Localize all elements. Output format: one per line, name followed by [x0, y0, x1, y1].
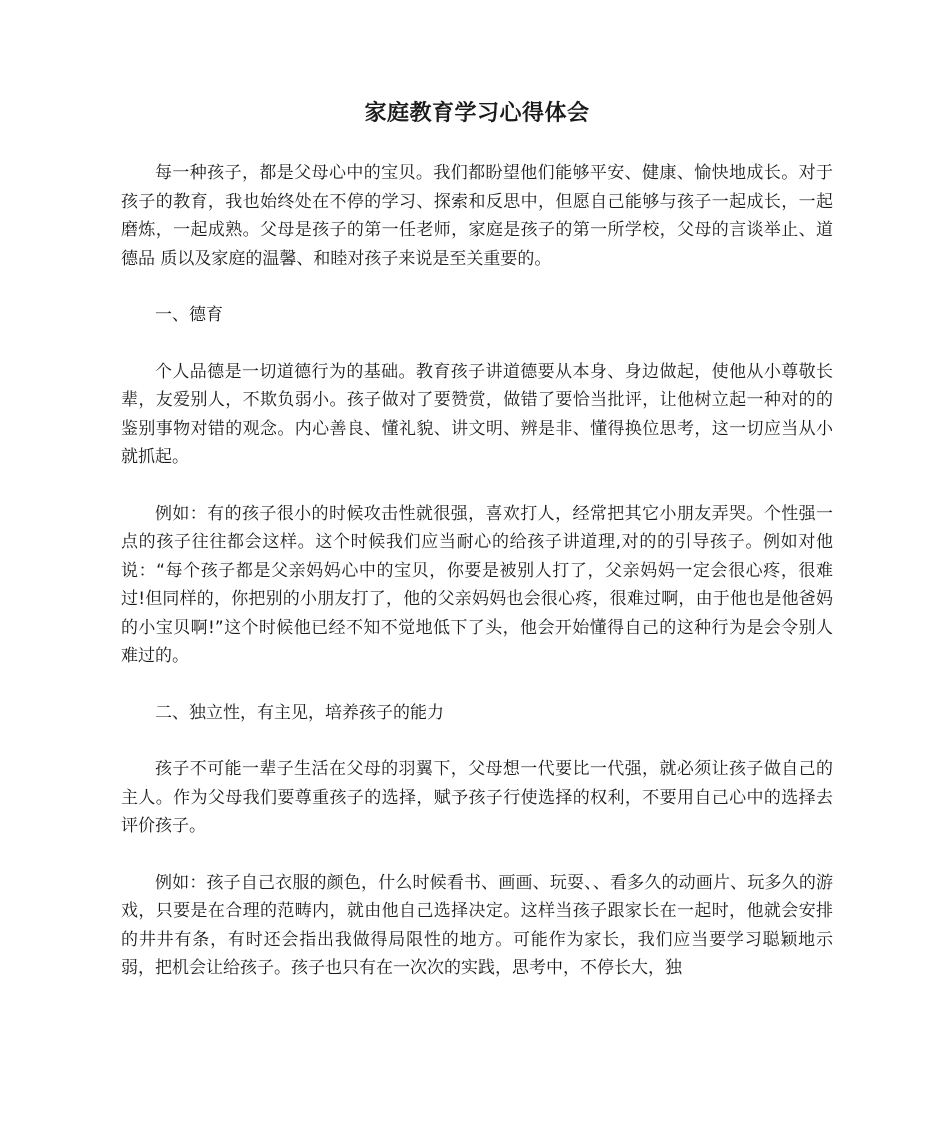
independence-paragraph: 孩子不可能一辈子生活在父母的羽翼下，父母想一代要比一代强，就必须让孩子做自己的主人。作为父母我们要尊重孩子的选择，赋予孩子行使选择的权利，不要用自己心中的选择去评价孩子。 [121, 759, 833, 836]
document-title: 家庭教育学习心得体会 [364, 101, 590, 126]
section-heading-independence: 二、独立性，有主见，培养孩子的能力 [155, 702, 444, 723]
document-body [121, 95, 833, 1011]
moral-paragraph: 个人品德是一切道德行为的基础。教育孩子讲道德要从本身、身边做起，使他从小尊敬长辈，友爱别人，不欺负弱小。孩子做对了要赞赏，做错了要恰当批评，让他树立起一种对的的鉴别事物对错的观念。内心善良、懂礼貌、讲文明、辨是非、懂得换位思考，这一切应当从小就抓起。 [121, 361, 833, 467]
intro-paragraph: 每一种孩子，都是父母心中的宝贝。我们都盼望他们能够平安、健康、愉快地成长。对于孩子的教育，我也始终处在不停的学习、探索和反思中，但愿自己能够与孩子一起成长，一起磨炼，一起成熟。父母是孩子的第一任老师，家庭是孩子的第一所学校，父母的言谈举止、道德品 质以及家庭的温馨、和睦对孩子来说是至关重要的。 [121, 163, 833, 269]
independence-example-paragraph: 例如：孩子自己衣服的颜色，什么时候看书、画画、玩耍、、看多久的动画片、玩多久的游戏，只要是在合理的范畴内，就由他自己选择决定。这样当孩子跟家长在一起时，他就会安排的井井有条，有时还会指出我做得局限性的地方。可能作为家长，我们应当要学习聪颖地示弱，把机会让给孩子。孩子也只有在一次次的实践，思考中，不停长大，独 [121, 872, 833, 978]
section-heading-moral-education: 一、德育 [155, 305, 223, 325]
moral-example-paragraph: 例如：有的孩子很小的时候攻击性就很强，喜欢打人，经常把其它小朋友弄哭。个性强一点的孩子往往都会这样。这个时候我们应当耐心的给孩子讲道理,对的的引导孩子。例如对他说：“每个孩子都是父亲妈妈心中的宝贝，你要是被别人打了，父亲妈妈一定会很心疼，很难过!但同样的，你把别的小朋友打了，他的父亲妈妈也会很心疼，很难过啊，由于他也是他爸妈的小宝贝啊!”这个时候他已经不知不觉地低下了头，他会开始懂得自己的这种行为是会令别人难过的。 [121, 503, 833, 666]
